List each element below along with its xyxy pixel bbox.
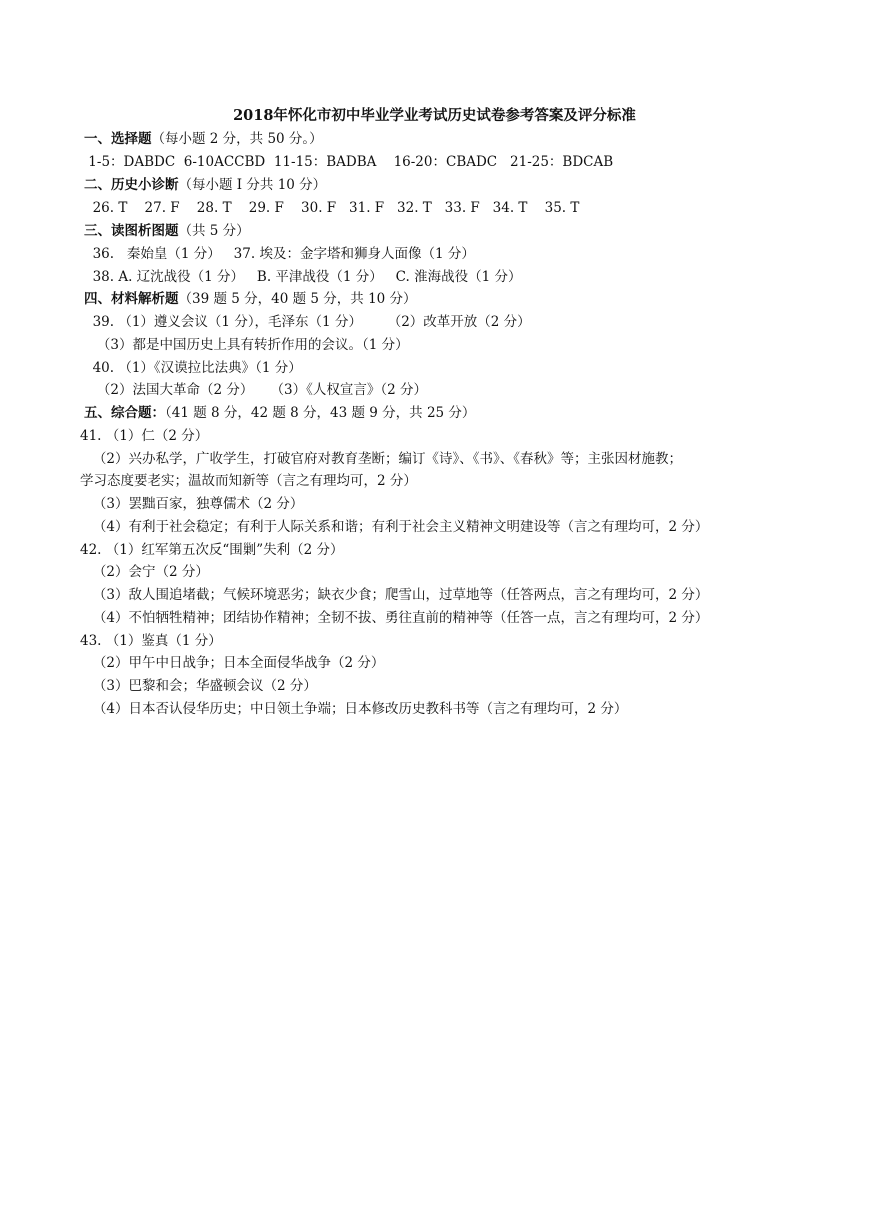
section-4-header (84, 290, 417, 308)
section-2-header (84, 176, 326, 194)
answer-42-part2: （2）会宁（2 分） (80, 564, 209, 580)
section-5-header (84, 404, 475, 422)
answer-43-part2: （2）甲午中日战争；日本全面侵华战争（2 分） (80, 655, 385, 671)
section-3-heading: 三、读图析图题 (84, 223, 179, 239)
section-2-note: （每小题 I 分共 10 分） (178, 177, 327, 193)
answer-40-part1: 40. （1）《汉谟拉比法典》（1 分） (84, 360, 302, 376)
answer-43-part1: 43. （1）鉴真（1 分） (80, 633, 222, 649)
answer-43-part3: （3）巴黎和会；华盛顿会议（2 分） (80, 678, 317, 694)
section-3-note: （共 5 分） (178, 223, 250, 239)
multiple-choice-answers: 1-5：DABDC 6-10ACCBD 11-15：BADBA 16-20：CBADC 21-25：BDCAB (84, 154, 614, 170)
answer-41-part1: 41. （1）仁（2 分） (80, 428, 209, 444)
true-false-answers: 26. T 27. F 28. T 29. F 30. F 31. F 32. T 33. F 34. T 35. T (84, 200, 580, 216)
section-3-header (84, 222, 250, 240)
answer-39-part1-2: 39. （1）遵义会议（1 分），毛泽东（1 分） （2）改革开放（2 分） (84, 314, 531, 330)
section-1-header (84, 130, 323, 148)
answer-42-part3: （3）敌人围追堵截；气候环境恶劣；缺衣少食；爬雪山，过草地等（任答两点，言之有理均可，2 分） (80, 587, 709, 603)
section-2-heading: 二、历史小诊断 (84, 177, 179, 193)
section-5-note: （41 题 8 分，42 题 8 分，43 题 9 分，共 25 分） (165, 405, 476, 421)
section-1-heading: 一、选择题 (84, 131, 152, 147)
answer-42-part4: （4）不怕牺牲精神；团结协作精神；全韧不拔、勇往直前的精神等（任答一点，言之有理均可，2 分） (80, 610, 709, 626)
answer-39-part3: （3）都是中国历史上具有转折作用的会议。（1 分） (84, 337, 409, 353)
section-4-note: （39 题 5 分，40 题 5 分，共 10 分） (178, 291, 417, 307)
document-title: 2018年怀化市初中毕业学业考试历史试卷参考答案及评分标准 (233, 107, 636, 124)
answer-41-part3: （3）罢黜百家，独尊儒术（2 分） (80, 496, 304, 512)
answer-38: 38. A. 辽沈战役（1 分） B. 平津战役（1 分） C. 淮海战役（1 分） (84, 269, 522, 285)
answer-41-part2: （2）兴办私学，广收学生，打破官府对教育垄断；编订《诗》、《书》、《春秋》等；主张因材施教； (80, 451, 682, 467)
answer-40-part2-3: （2）法国大革命（2 分） （3）《人权宣言》（2 分） (84, 382, 427, 398)
section-5-heading: 五、综合题： (84, 405, 165, 421)
section-1-note: （每小题 2 分，共 50 分。） (151, 131, 323, 147)
answer-43-part4: （4）日本否认侵华历史；中日领土争端；日本修改历史教科书等（言之有理均可，2 分） (80, 701, 628, 717)
answer-36-37: 36. 秦始皇（1 分） 37. 埃及：金字塔和狮身人面像（1 分） (84, 246, 475, 262)
answer-42-part1: 42. （1）红军第五次反“围剿”失利（2 分） (80, 542, 344, 558)
section-4-heading: 四、材料解析题 (84, 291, 179, 307)
answer-41-part4: （4）有利于社会稳定；有利于人际关系和谐；有利于社会主义精神文明建设等（言之有理均可，2 分） (80, 519, 709, 535)
answer-41-part2-cont: 学习态度要老实；温故而知新等（言之有理均可，2 分） (80, 473, 417, 489)
